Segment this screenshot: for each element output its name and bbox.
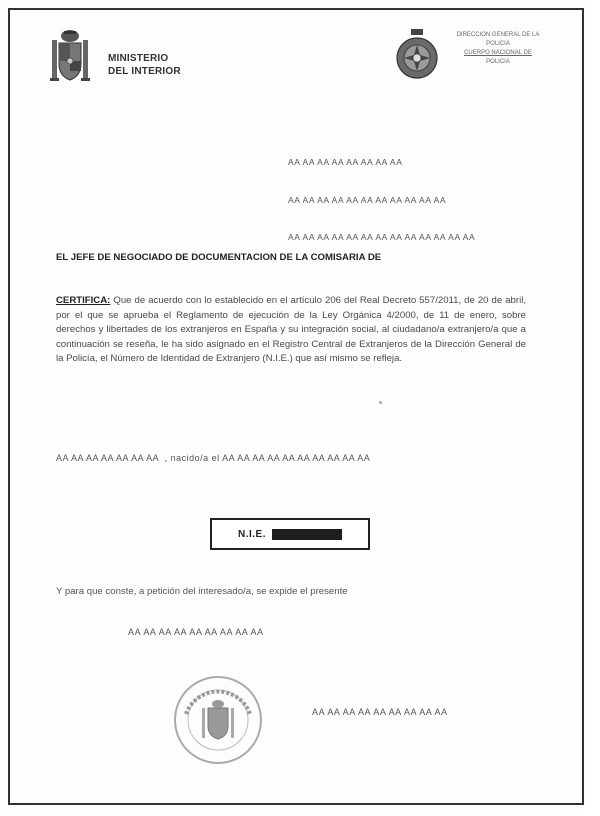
police-badge-icon (394, 28, 440, 84)
signature-placeholder: AA AA AA AA AA AA AA AA AA (312, 707, 448, 717)
resident-details (56, 453, 370, 463)
address-block (288, 131, 475, 256)
police-line-4: POLICIA (486, 59, 510, 65)
document-frame (8, 8, 584, 805)
scan-speck (379, 401, 382, 404)
document-heading: EL JEFE DE NEGOCIADO DE DOCUMENTACION DE LA COMISARIA DE (56, 252, 382, 263)
nie-box (210, 518, 370, 550)
nie-redacted-number (272, 529, 342, 540)
address-line-3: AA AA AA AA AA AA AA AA AA AA AA AA AA (288, 232, 476, 242)
certification-text: Que de acuerdo con lo establecido en el artículo 206 del Real Decreto 557/2011, de 20 de abril, por el que se aprueba el Reglamento de ejecución de la Ley Orgánica 4/2000, de 11 de enero, sobre derechos y libertades de los extranjeros en España y su integración social, al ciudadano/a extranjero/a que a continuación se reseña, le ha sido asignado en el Registro Central de Extranjeros de la Dirección General de la Policía, el Número de Identidad de Extranjero (N.I.E.) que así mismo se refleja. (56, 295, 526, 364)
place-date-placeholder: AA AA AA AA AA AA AA AA AA (128, 627, 264, 637)
address-line-2: AA AA AA AA AA AA AA AA AA AA AA (288, 194, 447, 205)
police-line-1: DIRECCION GENERAL DE LA (456, 32, 540, 38)
certification-body (56, 294, 526, 367)
coat-of-arms-icon (46, 28, 94, 86)
resident-name-placeholder: AA AA AA AA AA AA AA (56, 453, 159, 463)
resident-details-placeholder: AA AA AA AA AA AA AA AA AA AA (222, 453, 371, 463)
ministry-line-1: MINISTERIO (108, 53, 169, 64)
ministry-line-2: DEL INTERIOR (108, 66, 181, 77)
police-line-2: POLICIA (486, 41, 510, 47)
closing-statement: Y para que conste, a petición del interesado/a, se expide el presente (56, 586, 348, 597)
address-line-1: AA AA AA AA AA AA AA AA (288, 157, 403, 167)
certifies-label: CERTIFICA: (56, 295, 111, 306)
police-line-3: CUERPO NACIONAL DE (464, 50, 532, 56)
nie-label: N.I.E. (237, 528, 266, 540)
resident-born-label: , nacido/a el (164, 453, 220, 463)
police-directorate (448, 31, 548, 67)
ministry-name (108, 52, 181, 78)
official-stamp-icon (172, 674, 264, 766)
